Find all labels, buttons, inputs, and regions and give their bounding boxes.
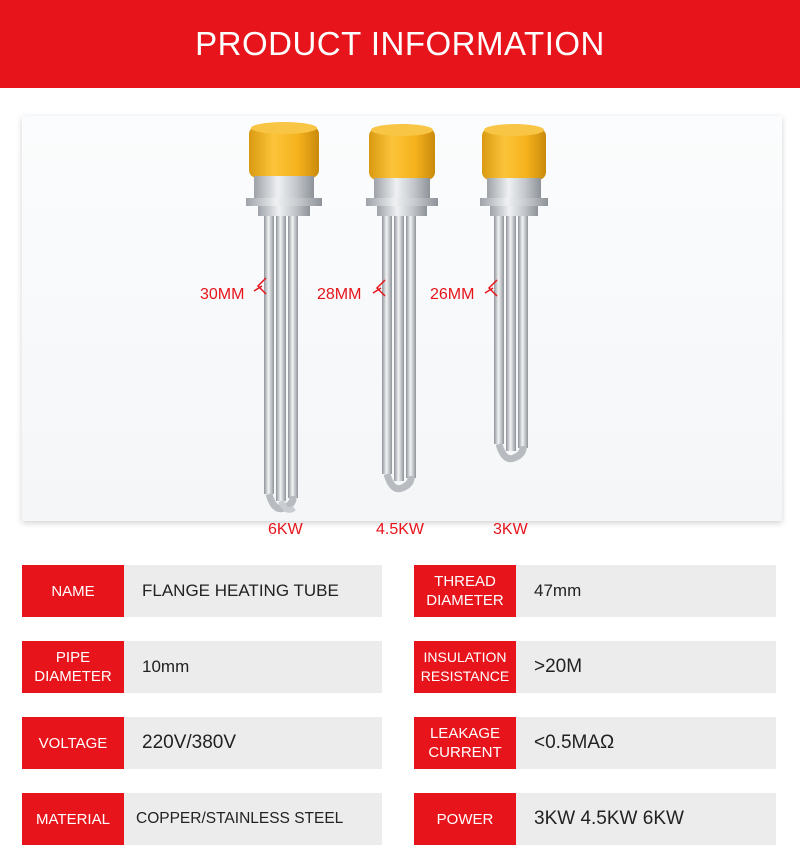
spec-material [22, 793, 382, 845]
page-title: PRODUCT INFORMATION [195, 25, 605, 62]
heaters-illustration [22, 116, 782, 521]
spec-value-leakage-current: <0.5MAΩ [516, 717, 776, 769]
diameter-label-3kw: 26MM [430, 286, 475, 303]
spec-pipe-diameter [22, 641, 382, 693]
spec-value-pipe-diameter: 10mm [124, 641, 382, 693]
spec-thread-diameter [414, 565, 776, 617]
power-label-3kw: 3KW [493, 521, 528, 538]
spec-value-power: 3KW 4.5KW 6KW [516, 793, 776, 845]
spec-leakage-current [414, 717, 776, 769]
spec-key-leakage-current [414, 717, 516, 769]
spec-insulation-resistance [414, 641, 776, 693]
spec-key-leakage-line2: CURRENT [428, 744, 502, 761]
header-banner [0, 0, 800, 88]
spec-value-voltage: 220V/380V [124, 717, 382, 769]
heater-6kw [246, 122, 322, 510]
spec-key-insulation-resistance [414, 641, 516, 693]
spec-value-thread-diameter: 47mm [516, 565, 776, 617]
diameter-label-6kw: 30MM [200, 286, 245, 303]
spec-key-name: NAME [22, 565, 124, 617]
product-photo [22, 116, 782, 521]
spec-power [414, 793, 776, 845]
spec-key-pipe-line1: PIPE [55, 649, 91, 666]
spec-key-thread-diameter [414, 565, 516, 617]
spec-key-voltage: VOLTAGE [22, 717, 124, 769]
spec-key-insulation-line2: RESISTANCE [420, 668, 510, 684]
spec-key-pipe-diameter [22, 641, 124, 693]
spec-key-pipe-line2: DIAMETER [34, 668, 112, 685]
spec-key-thread-line2: DIAMETER [426, 592, 504, 609]
spec-value-name: FLANGE HEATING TUBE [124, 565, 382, 617]
spec-voltage [22, 717, 382, 769]
heater-4-5kw [366, 124, 438, 489]
spec-key-insulation-line1: INSULATION [423, 649, 507, 665]
spec-value-insulation-resistance: >20M [516, 641, 776, 693]
spec-key-thread-line1: THREAD [434, 573, 496, 590]
heater-3kw [480, 124, 548, 459]
spec-value-material: COPPER/STAINLESS STEEL [124, 793, 382, 845]
spec-name [22, 565, 382, 617]
diameter-label-4-5kw: 28MM [317, 286, 362, 303]
spec-key-material: MATERIAL [22, 793, 124, 845]
power-label-6kw: 6KW [268, 521, 303, 538]
power-label-4-5kw: 4.5KW [376, 521, 425, 538]
spec-key-leakage-line1: LEAKAGE [429, 725, 501, 742]
spec-key-power: POWER [414, 793, 516, 845]
